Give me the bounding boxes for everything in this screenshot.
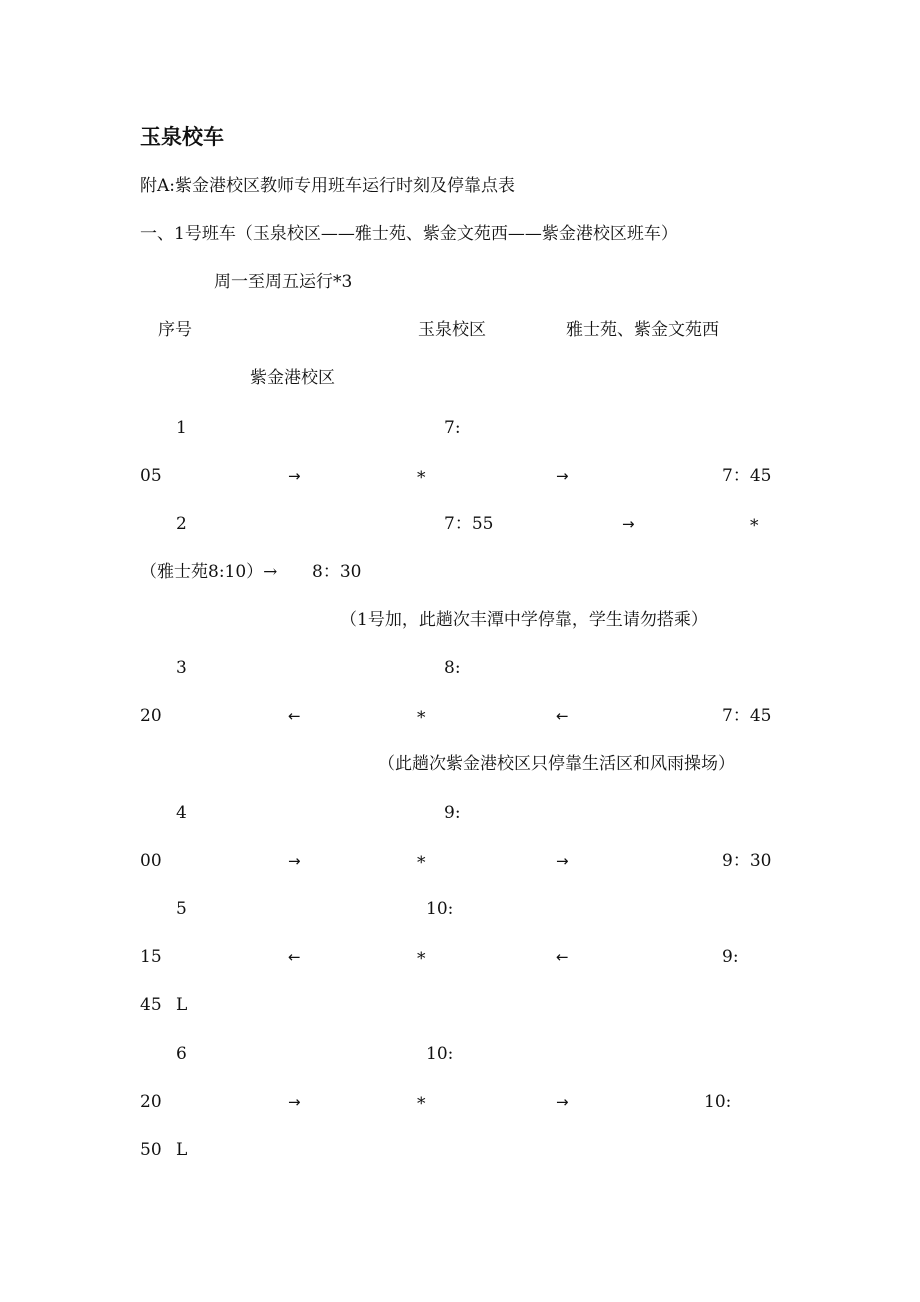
star-mark: *	[417, 468, 426, 488]
row-3-end-time: 7：45	[722, 706, 772, 726]
col-header-zijingang: 紫金港校区	[250, 368, 335, 388]
right-arrow-icon: →	[288, 467, 301, 485]
row-3-remark: （此趟次紫金港校区只停靠生活区和风雨操场）	[378, 754, 735, 774]
row-1-end-time: 7：45	[722, 466, 772, 486]
row-2-time: 7：55	[444, 514, 494, 534]
star-mark: *	[417, 1094, 426, 1114]
right-arrow-icon: →	[556, 467, 569, 485]
col-header-yashiyuan: 雅士苑、紫金文苑西	[566, 320, 719, 340]
right-arrow-icon: →	[622, 515, 635, 533]
schedule-note: 周一至周五运行*3	[214, 272, 353, 292]
row-5-flag: L	[176, 995, 188, 1015]
row-5-end-time-cont: 45	[140, 995, 162, 1015]
row-1-number: 1	[176, 418, 187, 438]
section-heading: 一、1号班车（玉泉校区——雅士苑、紫金文苑西——紫金港校区班车）	[140, 224, 678, 244]
col-header-seq: 序号	[158, 320, 192, 340]
row-6-time-cont: 20	[140, 1092, 162, 1112]
row-1-time-head: 7:	[444, 418, 461, 438]
row-6-flag: L	[176, 1140, 188, 1160]
star-mark: *	[417, 853, 426, 873]
row-4-time-cont: 00	[140, 851, 162, 871]
page-title: 玉泉校车	[140, 125, 224, 149]
right-arrow-icon: →	[288, 852, 301, 870]
right-arrow-icon: →	[556, 852, 569, 870]
row-6-time-head: 10:	[426, 1044, 454, 1064]
row-6-number: 6	[176, 1044, 187, 1064]
subtitle: 附A:紫金港校区教师专用班车运行时刻及停靠点表	[140, 176, 516, 196]
row-3-time-cont: 20	[140, 706, 162, 726]
row-2-end-time: 8：30	[312, 562, 362, 582]
row-5-number: 5	[176, 899, 187, 919]
row-6-end-time-head: 10:	[704, 1092, 732, 1112]
col-header-yuquan: 玉泉校区	[418, 320, 486, 340]
left-arrow-icon: ←	[556, 707, 569, 725]
row-3-time-head: 8:	[444, 658, 461, 678]
row-5-end-time-head: 9:	[722, 947, 739, 967]
left-arrow-icon: ←	[556, 948, 569, 966]
row-4-time-head: 9:	[444, 803, 461, 823]
star-mark: *	[750, 516, 759, 536]
row-4-number: 4	[176, 803, 187, 823]
row-4-end-time: 9：30	[722, 851, 772, 871]
left-arrow-icon: ←	[288, 948, 301, 966]
row-2-number: 2	[176, 514, 187, 534]
star-mark: *	[417, 708, 426, 728]
row-6-end-time-cont: 50	[140, 1140, 162, 1160]
row-2-stop-note: （雅士苑8:10）→	[140, 562, 278, 582]
row-5-time-head: 10:	[426, 899, 454, 919]
right-arrow-icon: →	[288, 1093, 301, 1111]
row-2-remark: （1号加，此趟次丰潭中学停靠，学生请勿搭乘）	[340, 610, 708, 630]
left-arrow-icon: ←	[288, 707, 301, 725]
row-1-time-cont: 05	[140, 466, 162, 486]
row-3-number: 3	[176, 658, 187, 678]
star-mark: *	[417, 949, 426, 969]
row-5-time-cont: 15	[140, 947, 162, 967]
right-arrow-icon: →	[556, 1093, 569, 1111]
